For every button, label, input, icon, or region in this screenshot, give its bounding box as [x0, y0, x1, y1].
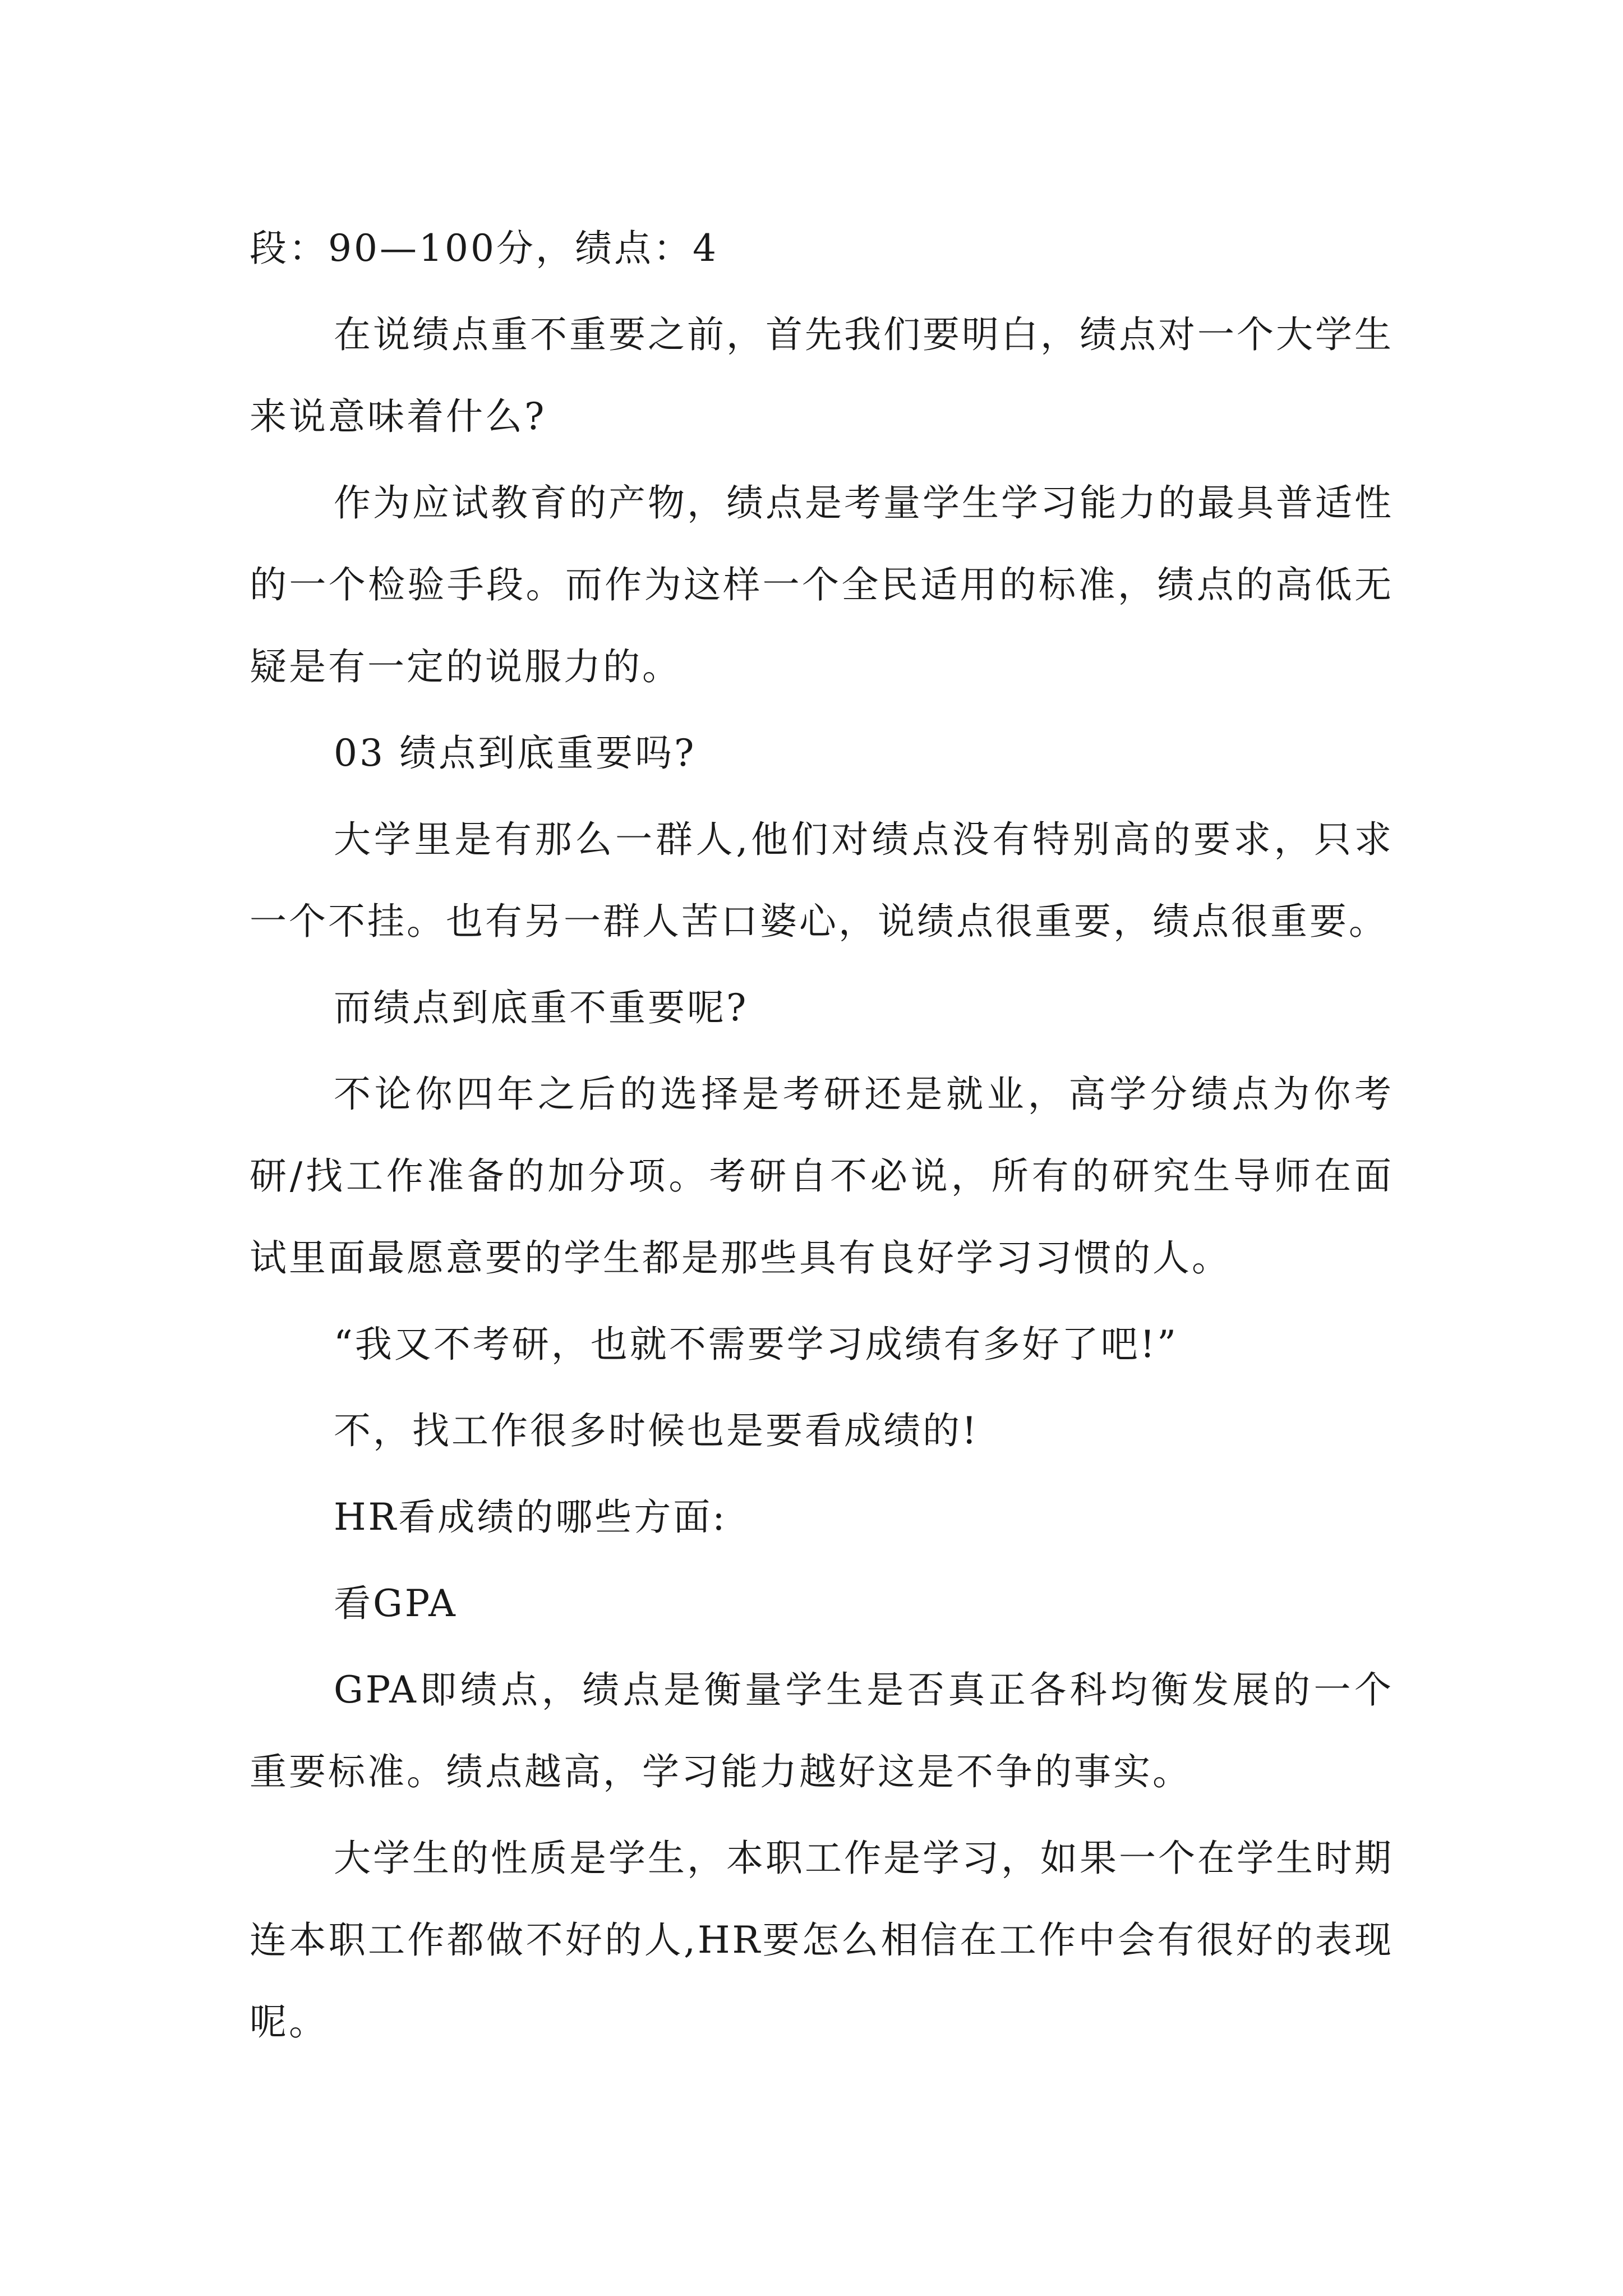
- paragraph-postgrad-or-job: 不论你四年之后的选择是考研还是就业，高学分绩点为你考研/找工作准备的加分项。考研自不必说，所有的研究生导师在面试里面最愿意要的学生都是那些具有良好学习习惯的人。: [250, 1073, 1394, 1280]
- document-body: [250, 208, 1394, 2068]
- paragraph-hr-aspects: HR看成绩的哪些方面:: [334, 1496, 727, 1539]
- section-heading-03: 03 绩点到底重要吗?: [334, 731, 697, 775]
- paragraph-quote: “我又不考研，也就不需要学习成绩有多好了吧!”: [334, 1323, 1179, 1366]
- paragraph-jobs-need-grades: 不，找工作很多时候也是要看成绩的!: [334, 1409, 979, 1452]
- paragraph-gpa-standard: GPA即绩点，绩点是衡量学生是否真正各科均衡发展的一个重要标准。绩点越高，学习能力越好这是不争的事实。: [250, 1668, 1394, 1793]
- paragraph-grade-range: 段：90—100分，绩点：4: [250, 227, 718, 270]
- paragraph-student-duty: 大学生的性质是学生，本职工作是学习，如果一个在学生时期连本职工作都做不好的人,HR要怎么相信在工作中会有很好的表现呢。: [250, 1837, 1394, 2044]
- paragraph-gpa-meaning-question: 在说绩点重不重要之前，首先我们要明白，绩点对一个大学生来说意味着什么?: [250, 313, 1394, 438]
- paragraph-importance-question: 而绩点到底重不重要呢?: [334, 986, 749, 1029]
- paragraph-gpa-definition: 作为应试教育的产物，绩点是考量学生学习能力的最具普适性的一个检验手段。而作为这样一个全民适用的标准，绩点的高低无疑是有一定的说服力的。: [250, 481, 1394, 688]
- paragraph-look-at-gpa: 看GPA: [334, 1582, 458, 1625]
- paragraph-two-groups: 大学里是有那么一群人,他们对绩点没有特别高的要求，只求一个不挂。也有另一群人苦口婆心，说绩点很重要，绩点很重要。: [250, 818, 1394, 943]
